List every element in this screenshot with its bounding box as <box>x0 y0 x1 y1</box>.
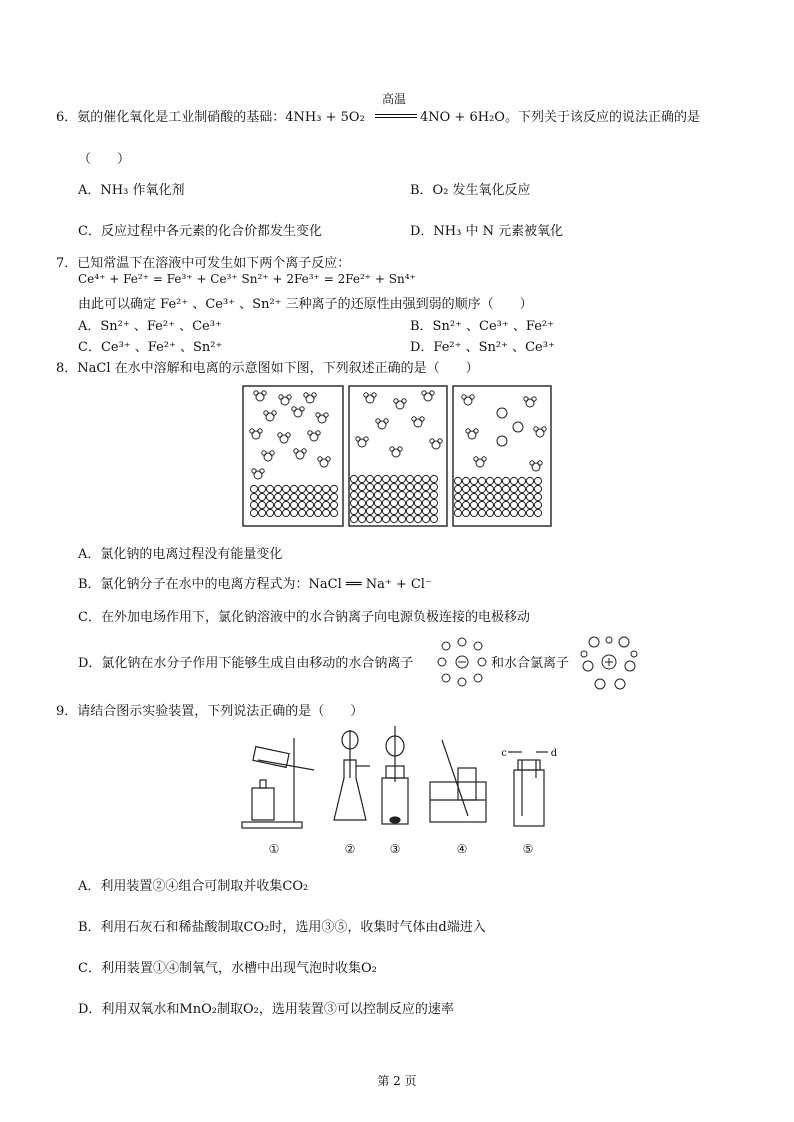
port-d-label: d <box>550 748 558 759</box>
q9-option-b[interactable]: B．利用石灰石和稀盐酸制取CO₂时，选用③⑤，收集时气体由d端进入 <box>78 920 486 935</box>
q8-stem: 8．NaCl 在水中溶解和电离的示意图如下图，下列叙述正确的是（ ） <box>56 361 479 376</box>
apparatus-label-1: ① <box>268 842 280 856</box>
q9-stem: 9．请结合图示实验装置，下列说法正确的是（ ） <box>56 704 364 719</box>
q6-option-d[interactable]: D．NH₃ 中 N 元素被氧化 <box>410 224 564 239</box>
q7-option-a[interactable]: A．Sn²⁺ 、Fe²⁺ 、Ce³⁺ <box>78 319 222 334</box>
q7-option-c[interactable]: C．Ce³⁺ 、Fe²⁺ 、Sn²⁺ <box>78 340 223 355</box>
q6-option-b[interactable]: B．O₂ 发生氧化反应 <box>410 183 531 198</box>
nacl-dissolution-figure <box>240 383 556 531</box>
q8-option-d[interactable] <box>78 652 413 671</box>
apparatus-figure <box>236 720 566 860</box>
q6-stem-suffix: 。下列关于该反应的说法正确的是 <box>504 110 700 125</box>
q6-stem-right <box>420 106 700 125</box>
q9-option-a[interactable]: A．利用装置②④组合可制取并收集CO₂ <box>78 879 309 894</box>
q6-condition: 高温 <box>382 92 407 106</box>
q6-eq-arrow <box>375 114 417 118</box>
q7-stem: 7．已知常温下在溶液中可发生如下两个离子反应： <box>56 256 351 271</box>
q6-option-c[interactable]: C．反应过程中各元素的化合价都发生变化 <box>78 224 322 239</box>
apparatus-label-2: ② <box>344 842 356 856</box>
q6-blank: （ ） <box>78 152 131 167</box>
q7-question: 由此可以确定 Fe²⁺ 、Ce³⁺ 、Sn²⁺ 三种离子的还原性由强到弱的顺序（ ） <box>78 297 533 312</box>
q7-option-b[interactable]: B．Sn²⁺ 、Ce³⁺ 、Fe²⁺ <box>410 319 554 334</box>
q8-option-d-mid: 和水合氯离子 <box>491 656 570 671</box>
q7-option-d[interactable]: D．Fe²⁺ 、Sn²⁺ 、Ce³⁺ <box>410 340 555 355</box>
q6-stem-prefix: 6．氨的催化氧化是工业制硝酸的基础：4NH <box>56 110 317 125</box>
apparatus-label-3: ③ <box>389 842 401 856</box>
q9-option-c[interactable]: C．利用装置①④制氧气，水槽中出现气泡时收集O₂ <box>78 961 377 976</box>
apparatus-label-4: ④ <box>456 842 468 856</box>
port-c-label: c <box>501 748 507 759</box>
q8-option-a[interactable]: A．氯化钠的电离过程没有能量变化 <box>78 547 283 562</box>
hydrated-chloride-ion <box>578 632 640 692</box>
q8-option-c[interactable]: C．在外加电场作用下，氯化钠溶液中的水合钠离子向电源负极连接的电极移动 <box>78 610 530 625</box>
hydrated-sodium-ion <box>436 636 488 688</box>
q8-option-b[interactable]: B．氯化钠分子在水中的电离方程式为：NaCl ══ Na⁺ + Cl⁻ <box>78 577 432 592</box>
q6-eq-left: ₃ + 5O₂ <box>316 110 365 125</box>
q6-stem <box>56 106 365 125</box>
apparatus-label-5: ⑤ <box>522 842 534 856</box>
q6-eq-right: 4NO + 6H₂O <box>420 110 505 125</box>
q9-option-d[interactable]: D．利用双氧水和MnO₂制取O₂，选用装置③可以控制反应的速率 <box>78 1002 454 1017</box>
q8-option-d-pre: D．氯化钠在水分子作用下能够生成自由移动的水合钠离子 <box>78 656 414 671</box>
q7-reactions: Ce⁴⁺ + Fe²⁺ = Fe³⁺ + Ce³⁺ Sn²⁺ + 2Fe³⁺ = 2Fe²⁺ + Sn⁴⁺ <box>78 272 416 286</box>
page-footer: 第 2 页 <box>377 1074 417 1088</box>
q6-option-a[interactable]: A．NH₃ 作氧化剂 <box>78 183 185 198</box>
